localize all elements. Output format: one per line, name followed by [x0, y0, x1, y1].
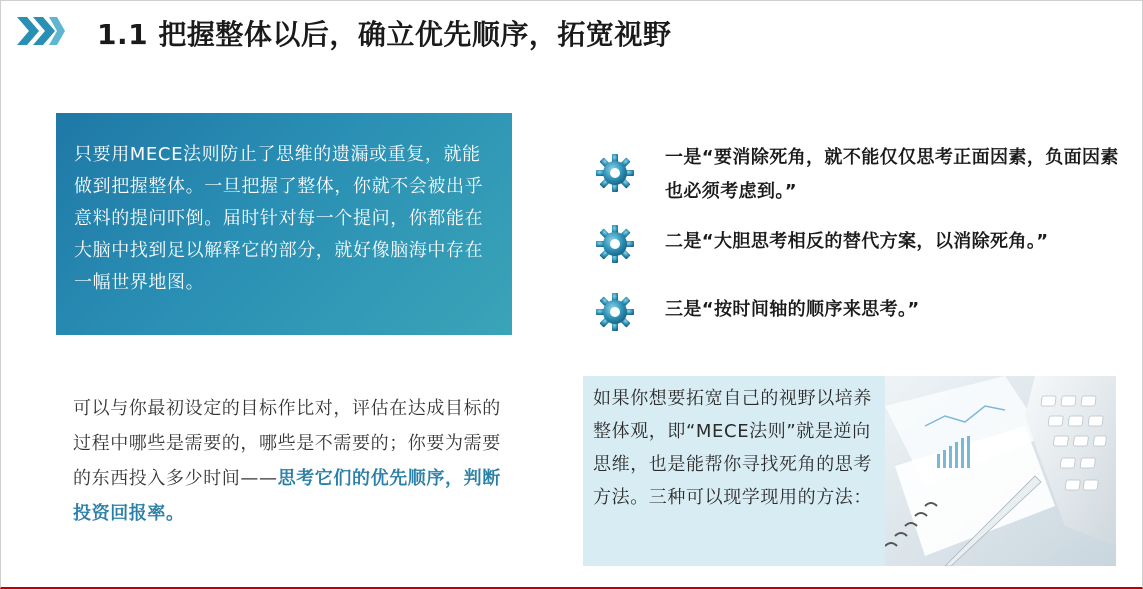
- gear-icon: [595, 224, 635, 264]
- page-title: 1.1 把握整体以后，确立优先顺序，拓宽视野: [97, 18, 672, 51]
- list-item-text: 一是“要消除死角，就不能仅仅思考正面因素，负面因素也必须考虑到。”: [665, 147, 1119, 202]
- priority-paragraph-plain: 可以与你最初设定的目标作比对，评估在达成目标的过程中哪些是需要的，哪些是不需要的；你要为需要的东西投入多少时间——: [73, 398, 501, 489]
- priority-paragraph-highlight: 思考它们的优先顺序，判断投资回报率。: [73, 468, 501, 524]
- perspective-panel-text: 如果你想要拓宽自己的视野以培养整体观，即“MECE法则”就是逆向思维，也是能帮你寻找死角的思考方法。三种可以现学现用的方法：: [593, 388, 872, 508]
- mece-summary-text: 只要用MECE法则防止了思维的遗漏或重复，就能做到把握整体。一旦把握了整体，你就不会被出乎意料的提问吓倒。届时针对每一个提问，你都能在大脑中找到足以解释它的部分，就好像脑海中存在一幅世界地图。: [74, 144, 484, 293]
- calculator-and-papers-image: [885, 376, 1116, 566]
- gear-icon: [595, 153, 635, 193]
- list-item-text: 三是“按时间轴的顺序来思考。”: [665, 299, 920, 320]
- title-bar: [1, 1, 1143, 61]
- gear-icon: [595, 292, 635, 332]
- mece-summary-box: [56, 113, 512, 335]
- double-chevron-icon: [17, 15, 65, 47]
- perspective-panel: [583, 376, 1116, 566]
- priority-paragraph: [73, 391, 513, 531]
- list-item-text: 二是“大胆思考相反的替代方案，以消除死角。”: [665, 231, 1049, 252]
